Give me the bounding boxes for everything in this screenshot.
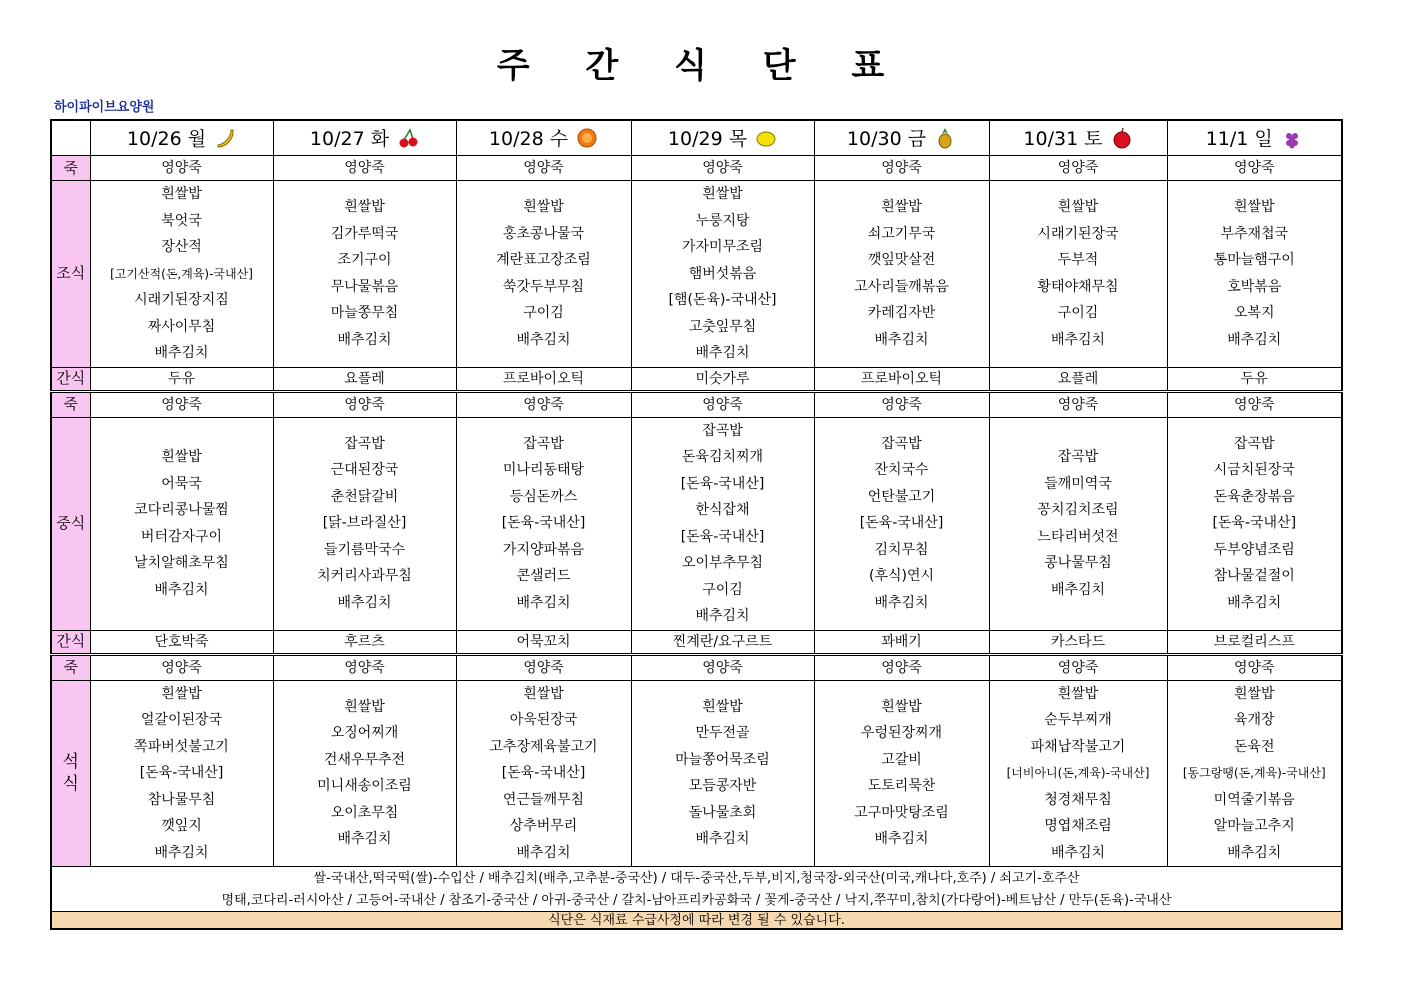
menu-item: 구이김 xyxy=(702,581,743,598)
menu-item: [돈육-국내산] xyxy=(859,515,944,532)
origin-row-1 xyxy=(51,867,1342,890)
menu-item: [돈육-국내산] xyxy=(680,528,765,545)
menu-item: [닭-브라질산] xyxy=(322,515,407,532)
menu-cell xyxy=(90,417,273,630)
menu-item: 돈육김치찌개 xyxy=(681,449,764,465)
menu-item: 구이김 xyxy=(523,305,564,322)
menu-item: 얼갈이된장국 xyxy=(140,712,223,728)
menu-item: 참나물겉절이 xyxy=(1213,568,1295,585)
menu-item: 돈육춘장볶음 xyxy=(1213,488,1295,505)
menu-item: 한식잡채 xyxy=(695,502,750,518)
menu-item: 근대된장국 xyxy=(330,462,399,479)
menu-item: 배추김치 xyxy=(1050,331,1106,348)
day-header: 10/27 화 xyxy=(273,120,456,156)
menu-item: 들깨미역국 xyxy=(1044,475,1112,492)
menu-item: 가자미무조림 xyxy=(681,239,764,255)
corner-cell xyxy=(51,120,90,156)
notice-text: 식단은 식재료 수급사정에 따라 변경 될 수 있습니다. xyxy=(51,912,1342,930)
menu-item: 언탄불고기 xyxy=(867,488,936,505)
snack-cell: 카스타드 xyxy=(989,630,1167,654)
menu-item: 꽁치김치조림 xyxy=(1037,502,1119,518)
snack-cell: 두유 xyxy=(90,367,273,391)
snack-cell: 후르츠 xyxy=(273,630,456,654)
menu-cell xyxy=(631,680,814,867)
menu-item: 마늘쫑어묵조림 xyxy=(675,751,770,768)
day-header: 10/28 수 xyxy=(456,120,631,156)
dinner-juk-row xyxy=(51,654,1342,680)
menu-item: 고춧잎무침 xyxy=(688,318,757,335)
menu-item: 고구마맛탕조림 xyxy=(854,804,949,821)
menu-cell xyxy=(989,417,1167,630)
menu-item: 배추김치 xyxy=(516,594,571,611)
menu-cell xyxy=(814,417,989,630)
menu-item: 상추버무리 xyxy=(509,818,578,834)
menu-item: 배추김치 xyxy=(154,844,209,861)
menu-item: 배추김치 xyxy=(154,581,209,598)
menu-cell xyxy=(631,181,814,368)
snack-cell: 프로바이오틱 xyxy=(456,367,631,391)
menu-item: 배추김치 xyxy=(1227,331,1282,348)
day-header: 10/30 금 xyxy=(814,120,989,156)
snack-label: 간식 xyxy=(51,367,90,391)
menu-item: 흰쌀밥 xyxy=(702,186,743,202)
menu-cell xyxy=(273,417,456,630)
menu-cell xyxy=(456,417,631,630)
menu-cell xyxy=(90,680,273,867)
menu-item: 배추김치 xyxy=(874,831,929,848)
menu-item: 콘샐러드 xyxy=(516,568,571,585)
juk-cell: 영양죽 xyxy=(456,391,631,417)
menu-item: 콩나물무침 xyxy=(1044,555,1112,571)
menu-item: 시래기된장지짐 xyxy=(134,292,229,308)
juk-cell: 영양죽 xyxy=(631,654,814,680)
menu-item: 등심돈까스 xyxy=(509,488,578,505)
menu-item: 모듬콩자반 xyxy=(688,778,757,795)
menu-item: 시금치된장국 xyxy=(1213,462,1295,479)
menu-item: 배추김치 xyxy=(1050,581,1106,598)
menu-item: 흰쌀밥 xyxy=(1057,199,1099,216)
menu-item: 통마늘햄구이 xyxy=(1213,252,1295,269)
menu-item: 알마늘고추지 xyxy=(1213,818,1295,834)
pineapple-icon xyxy=(934,127,956,149)
menu-cell xyxy=(90,181,273,368)
weekly-menu-table xyxy=(50,119,1341,930)
day-header: 10/29 목 xyxy=(631,120,814,156)
menu-cell xyxy=(1167,181,1342,368)
menu-item: 짜사이무침 xyxy=(147,318,216,335)
grape-icon xyxy=(1281,127,1303,149)
menu-cell xyxy=(989,680,1167,867)
menu-item: 배추김치 xyxy=(1227,594,1282,611)
menu-item: 배추김치 xyxy=(337,594,392,611)
menu-item: 날치알해초무침 xyxy=(134,555,229,571)
menu-item: 김치무침 xyxy=(874,541,929,558)
juk-cell: 영양죽 xyxy=(814,654,989,680)
menu-item: 배추김치 xyxy=(1050,844,1106,861)
menu-item: 쑥갓두부무침 xyxy=(502,278,585,295)
menu-item: 계란표고장조림 xyxy=(496,252,591,269)
snack-cell: 꽈배기 xyxy=(814,630,989,654)
juk-label: 죽 xyxy=(51,654,90,680)
menu-item: 건새우무추전 xyxy=(323,751,406,768)
menu-item: 잡곡밥 xyxy=(702,422,743,439)
menu-item: 미역줄기볶음 xyxy=(1213,791,1295,808)
menu-item: 오이부추무침 xyxy=(681,555,764,571)
juk-cell: 영양죽 xyxy=(1167,654,1342,680)
menu-item: (후식)연시 xyxy=(868,568,935,585)
day-header: 10/31 토 xyxy=(989,120,1167,156)
menu-item: 돌나물초회 xyxy=(688,804,757,821)
menu-item: 흰쌀밥 xyxy=(1057,685,1099,702)
menu-item: 흰쌀밥 xyxy=(344,199,385,216)
menu-item: 흰쌀밥 xyxy=(702,698,743,715)
menu-item: 장산적 xyxy=(161,239,202,255)
menu-cell xyxy=(1167,417,1342,630)
menu-cell xyxy=(1167,680,1342,867)
juk-cell: 영양죽 xyxy=(273,156,456,181)
menu-item: 오복지 xyxy=(1233,305,1275,322)
juk-cell: 영양죽 xyxy=(273,391,456,417)
menu-item: 흰쌀밥 xyxy=(161,449,202,465)
menu-item: 깻잎지 xyxy=(161,818,202,834)
dinner-label xyxy=(51,680,90,867)
snack-cell: 요플레 xyxy=(273,367,456,391)
menu-item: 배추김치 xyxy=(695,831,750,848)
menu-cell xyxy=(814,680,989,867)
menu-cell xyxy=(273,181,456,368)
page-title: 주 간 식 단 표 xyxy=(496,46,907,86)
menu-item: 흰쌀밥 xyxy=(881,199,922,216)
menu-item: 쪽파버섯불고기 xyxy=(134,738,229,755)
banana-icon xyxy=(214,127,236,149)
juk-cell: 영양죽 xyxy=(1167,391,1342,417)
menu-item: 청경채무침 xyxy=(1044,791,1112,808)
menu-item: 조기구이 xyxy=(337,252,392,269)
menu-item: [동그랑땡(돈,계육)-국내산] xyxy=(1182,766,1326,780)
apple-icon xyxy=(1111,127,1133,149)
dinner-label-2: 식 xyxy=(62,774,79,795)
juk-cell: 영양죽 xyxy=(989,391,1167,417)
menu-item: 오징어찌개 xyxy=(330,725,399,742)
juk-cell: 영양죽 xyxy=(631,391,814,417)
origin-line-1: 쌀-국내산,떡국떡(쌀)-수입산 / 배추김치(배추,고추분-중국산) / 대두-중국산,두부,비지,청국장-외국산(미국,캐나다,호주) / 쇠고기-호주산 xyxy=(51,867,1342,890)
menu-item: 시래기된장국 xyxy=(1037,225,1119,242)
menu-cell xyxy=(456,181,631,368)
day-header: 11/1 일 xyxy=(1167,120,1342,156)
menu-item: 연근들깨무침 xyxy=(502,791,585,808)
menu-item: 깻잎맛살전 xyxy=(867,252,936,269)
menu-item: 코다리콩나물찜 xyxy=(134,502,229,518)
snack-cell: 어묵꼬치 xyxy=(456,630,631,654)
juk-cell: 영양죽 xyxy=(989,654,1167,680)
menu-item: 파채납작불고기 xyxy=(1030,738,1126,755)
menu-item: [돈육-국내산] xyxy=(1212,515,1297,532)
menu-item: 흰쌀밥 xyxy=(523,199,564,216)
menu-item: 구이김 xyxy=(1057,305,1099,322)
menu-item: 잡곡밥 xyxy=(1233,435,1275,452)
juk-cell: 영양죽 xyxy=(814,156,989,181)
menu-item: 잡곡밥 xyxy=(881,435,922,452)
juk-cell: 영양죽 xyxy=(631,156,814,181)
menu-item: 배추김치 xyxy=(337,331,392,348)
menu-item: 북엇국 xyxy=(161,212,202,229)
menu-cell xyxy=(273,680,456,867)
menu-item: 도토리묵찬 xyxy=(867,778,936,795)
menu-item: 배추김치 xyxy=(154,345,209,361)
menu-item: 오이초무침 xyxy=(330,804,399,821)
menu-item: 흰쌀밥 xyxy=(1233,199,1275,216)
day-header: 10/26 월 xyxy=(90,120,273,156)
origin-line-2: 명태,코다리-러시아산 / 고등어-국내산 / 참조기-중국산 / 아귀-중국산 / 갈치-남아프리카공화국 / 꽃게-중국산 / 낙지,쭈꾸미,참치(가다랑어)-베트남산 / 만두(돈육)-국내산 xyxy=(51,889,1342,912)
menu-item: 배추김치 xyxy=(1227,844,1282,861)
day-header-row xyxy=(51,120,1342,156)
menu-item: 흰쌀밥 xyxy=(1233,685,1275,702)
lunch-snack-row xyxy=(51,630,1342,654)
lunch-label: 중식 xyxy=(51,417,90,630)
menu-item: 명엽채조림 xyxy=(1044,818,1112,834)
menu-item: 흰쌀밥 xyxy=(344,698,385,715)
menu-cell xyxy=(814,181,989,368)
dinner-menu-row xyxy=(51,680,1342,867)
juk-label: 죽 xyxy=(51,391,90,417)
menu-item: 어묵국 xyxy=(161,475,202,492)
menu-item: 육개장 xyxy=(1233,712,1275,728)
menu-item: [돈육-국내산] xyxy=(680,475,765,492)
menu-item: 만두전골 xyxy=(695,725,750,742)
lunch-juk-row xyxy=(51,391,1342,417)
organization-name: 하이파이브요양원 xyxy=(54,100,155,115)
juk-label: 죽 xyxy=(51,156,90,181)
menu-item: 고사리들깨볶음 xyxy=(854,278,949,295)
menu-item: 햄버섯볶음 xyxy=(688,265,757,282)
menu-item: 미니새송이조림 xyxy=(317,778,412,795)
menu-item: 고추장제육불고기 xyxy=(489,738,598,755)
snack-cell: 미숫가루 xyxy=(631,367,814,391)
menu-item: 춘천닭갈비 xyxy=(330,488,399,505)
dinner-label-1: 석 xyxy=(62,752,79,773)
breakfast-menu-row xyxy=(51,181,1342,368)
juk-cell: 영양죽 xyxy=(456,156,631,181)
snack-label: 간식 xyxy=(51,630,90,654)
menu-item: 마늘쫑무침 xyxy=(330,305,399,322)
menu-cell xyxy=(989,181,1167,368)
snack-cell: 프로바이오틱 xyxy=(814,367,989,391)
snack-cell: 두유 xyxy=(1167,367,1342,391)
snack-cell: 찐계란/요구르트 xyxy=(631,630,814,654)
menu-item: 흰쌀밥 xyxy=(881,698,922,715)
juk-cell: 영양죽 xyxy=(90,654,273,680)
juk-cell: 영양죽 xyxy=(90,391,273,417)
menu-item: 잡곡밥 xyxy=(523,435,564,452)
menu-item: [고기산적(돈,계육)-국내산] xyxy=(110,266,253,281)
menu-item: 두부양념조림 xyxy=(1213,541,1295,558)
menu-item: 배추김치 xyxy=(516,331,571,348)
menu-item: 배추김치 xyxy=(874,594,929,611)
menu-item: 잡곡밥 xyxy=(344,435,385,452)
menu-item: 참나물무침 xyxy=(147,791,216,808)
menu-item: [돈육-국내산] xyxy=(139,765,224,781)
menu-item: 우렁된장찌개 xyxy=(860,725,943,742)
menu-item: 카레김자반 xyxy=(867,305,936,322)
breakfast-juk-row xyxy=(51,156,1342,181)
menu-item: 쇠고기무국 xyxy=(867,225,936,242)
snack-cell: 단호박죽 xyxy=(90,630,273,654)
menu-item: 흰쌀밥 xyxy=(161,186,202,202)
menu-item: 고갈비 xyxy=(881,751,922,768)
menu-item: 흰쌀밥 xyxy=(161,685,202,702)
breakfast-label: 조식 xyxy=(51,181,90,368)
menu-item: 잡곡밥 xyxy=(1057,449,1099,465)
cherry-icon xyxy=(397,127,419,149)
menu-item: [너비아니(돈,계육)-국내산] xyxy=(1006,766,1150,780)
menu-item: 배추김치 xyxy=(874,331,929,348)
notice-row xyxy=(51,912,1342,930)
menu-item: 버터감자구이 xyxy=(140,528,223,545)
menu-item: 호박볶음 xyxy=(1227,278,1282,295)
menu-item: 황태야채무침 xyxy=(1037,278,1119,295)
juk-cell: 영양죽 xyxy=(989,156,1167,181)
origin-row-2 xyxy=(51,889,1342,912)
menu-item: 흰쌀밥 xyxy=(523,685,564,702)
menu-item: 치커리사과무침 xyxy=(317,568,412,585)
menu-item: 김가루떡국 xyxy=(330,225,399,242)
menu-item: 아욱된장국 xyxy=(509,712,578,728)
menu-cell xyxy=(631,417,814,630)
menu-item: [돈육-국내산] xyxy=(501,765,586,781)
menu-item: 들기름막국수 xyxy=(323,541,406,558)
menu-item: [돈육-국내산] xyxy=(501,515,586,532)
lunch-menu-row xyxy=(51,417,1342,630)
menu-item: 부추재첩국 xyxy=(1220,225,1289,242)
juk-cell: 영양죽 xyxy=(456,654,631,680)
menu-item: 무나물볶음 xyxy=(330,278,399,295)
menu-cell xyxy=(456,680,631,867)
menu-item: 배추김치 xyxy=(695,608,750,624)
juk-cell: 영양죽 xyxy=(273,654,456,680)
menu-item: 배추김치 xyxy=(516,844,571,861)
lemon-icon xyxy=(755,127,777,149)
menu-item: 미나리동태탕 xyxy=(502,462,585,479)
juk-cell: 영양죽 xyxy=(90,156,273,181)
menu-item: 느타리버섯전 xyxy=(1037,528,1119,545)
menu-item: 가지양파볶음 xyxy=(502,541,585,558)
menu-item: 누룽지탕 xyxy=(695,212,750,229)
menu-item: 돈육전 xyxy=(1233,738,1275,755)
menu-item: [햄(돈육)-국내산] xyxy=(668,292,777,308)
snack-cell: 브로컬리스프 xyxy=(1167,630,1342,654)
orange-icon xyxy=(576,127,598,149)
menu-item: 잔치국수 xyxy=(874,462,929,479)
menu-item: 두부적 xyxy=(1057,252,1099,269)
juk-cell: 영양죽 xyxy=(814,391,989,417)
menu-item: 배추김치 xyxy=(695,345,750,361)
juk-cell: 영양죽 xyxy=(1167,156,1342,181)
menu-item: 순두부찌개 xyxy=(1044,712,1112,728)
menu-item: 홍초콩나물국 xyxy=(502,225,585,242)
snack-cell: 요플레 xyxy=(989,367,1167,391)
menu-item: 배추김치 xyxy=(337,831,392,848)
breakfast-snack-row xyxy=(51,367,1342,391)
